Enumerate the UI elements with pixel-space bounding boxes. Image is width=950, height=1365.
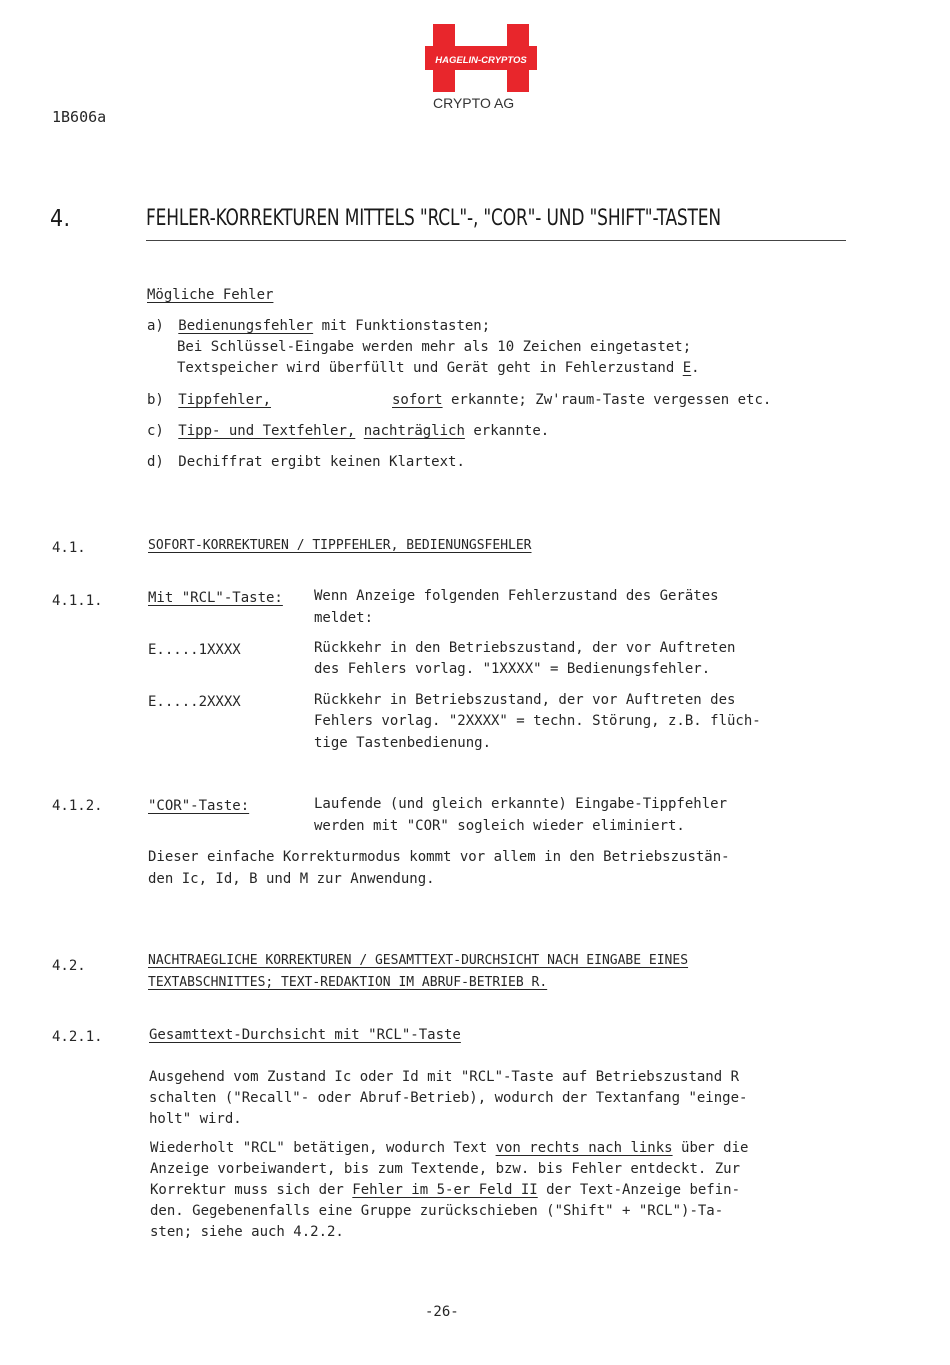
section-title-4-2-1: Gesamttext-Durchsicht mit "RCL"-Taste	[149, 1027, 461, 1043]
paragraph-4-1-2-line1: Dieser einfache Korrekturmodus kommt vor allem in den Betriebszustän-	[148, 849, 730, 865]
paragraph-4-2-1b-line1	[150, 1138, 748, 1159]
paragraph-4-2-1a-line1: Ausgehend vom Zustand Ic oder Id mit "RCL"-Taste auf Betriebszustand R	[149, 1069, 740, 1085]
subheading-moegliche-fehler: Mögliche Fehler	[147, 287, 274, 303]
list-item-a-line2: Bei Schlüssel-Eingabe werden mehr als 10 Zeichen eingetastet;	[177, 339, 692, 355]
list-text: .	[691, 360, 700, 376]
section-title-4-2-line1: NACHTRAEGLICHE KORREKTUREN / GESAMTTEXT-DURCHSICHT NACH EINGABE EINES	[148, 953, 689, 968]
section-number-4-1-2: 4.1.2.	[52, 798, 103, 814]
logo-text: HAGELIN-CRYPTOS	[435, 55, 527, 66]
text-4-1-2-line1: Laufende (und gleich erkannte) Eingabe-Tippfehler	[314, 796, 728, 812]
company-logo	[425, 24, 537, 92]
error-code-2-line3: tige Tastenbedienung.	[314, 735, 492, 751]
text-run: über die	[672, 1140, 749, 1156]
list-item-b-rest	[392, 390, 771, 411]
section-number-4-1-1: 4.1.1.	[52, 593, 103, 609]
paragraph-4-2-1b-line3	[150, 1180, 740, 1201]
term-bedienungsfehler: Bedienungsfehler	[178, 318, 314, 334]
paragraph-4-2-1a-line3: holt" wird.	[149, 1111, 242, 1127]
section-title-4-1: SOFORT-KORREKTUREN / TIPPFEHLER, BEDIENUNGSFEHLER	[148, 538, 532, 553]
text-run: Korrektur muss sich der	[150, 1182, 353, 1198]
list-text: Dechiffrat ergibt keinen Klartext.	[178, 454, 465, 470]
paragraph-4-1-2-line2: den Ic, Id, B und M zur Anwendung.	[148, 871, 435, 887]
section-title-4-2-line2: TEXTABSCHNITTES; TEXT-REDAKTION IM ABRUF-BETRIEB R.	[148, 975, 548, 990]
text-4-1-2-line2: werden mit "COR" sogleich wieder eliminiert.	[314, 818, 685, 834]
page-number: -26-	[425, 1304, 459, 1320]
company-name: CRYPTO AG	[433, 95, 515, 111]
list-label: b)	[147, 392, 164, 408]
error-code-1-line2: des Fehlers vorlag. "1XXXX" = Bedienungsfehler.	[314, 661, 711, 677]
list-item-c	[147, 421, 549, 442]
paragraph-4-2-1b-line2: Anzeige vorbeiwandert, bis zum Textende, bzw. bis Fehler entdeckt. Zur	[150, 1161, 741, 1177]
hagelin-cross-icon	[425, 24, 537, 92]
section-title: FEHLER-KORREKTUREN MITTELS "RCL"-, "COR"- UND "SHIFT"-TASTEN	[146, 206, 721, 231]
list-item-d	[147, 452, 465, 473]
list-text: erkannte.	[464, 423, 550, 439]
paragraph-4-2-1b-line5: sten; siehe auch 4.2.2.	[150, 1224, 344, 1240]
error-code-1: E.....1XXXX	[148, 642, 241, 658]
list-item-a	[147, 316, 490, 337]
error-state-e: E	[682, 360, 692, 376]
error-code-1-line1: Rückkehr in den Betriebszustand, der vor Auftreten	[314, 640, 736, 656]
list-item-a-line3	[177, 358, 700, 379]
section-number-4-2-1: 4.2.1.	[52, 1029, 103, 1045]
paragraph-4-2-1a-line2: schalten ("Recall"- oder Abruf-Betrieb), wodurch der Textanfang "einge-	[149, 1090, 748, 1106]
section-number: 4.	[50, 206, 71, 232]
section-number-4-2: 4.2.	[52, 958, 86, 974]
list-item-b	[147, 390, 271, 411]
text-4-1-1-line2: meldet:	[314, 610, 374, 626]
paragraph-4-2-1b-line4: den. Gegebenenfalls eine Gruppe zurückschieben ("Shift" + "RCL")-Ta-	[150, 1203, 724, 1219]
text-run: der Text-Anzeige befin-	[537, 1182, 741, 1198]
list-label: d)	[147, 454, 164, 470]
error-code-2-line1: Rückkehr in Betriebszustand, der vor Auftreten des	[314, 692, 736, 708]
list-label: c)	[147, 423, 164, 439]
list-text: erkannte; Zw'raum-Taste vergessen etc.	[442, 392, 772, 408]
text-4-1-1-line1: Wenn Anzeige folgenden Fehlerzustand des Gerätes	[314, 588, 719, 604]
text-run: Wiederholt "RCL" betätigen, wodurch Text	[150, 1140, 496, 1156]
term-tippfehler: Tippfehler,	[178, 392, 272, 408]
term-nachtraeglich: nachträglich	[363, 423, 465, 439]
emphasis-fehler-feld-ii: Fehler im 5-er Feld II	[352, 1182, 538, 1198]
label-rcl-taste: Mit "RCL"-Taste:	[148, 590, 283, 606]
list-text: mit Funktionstasten;	[313, 318, 491, 334]
emphasis-von-rechts-nach-links: von rechts nach links	[495, 1140, 673, 1156]
list-label: a)	[147, 318, 164, 334]
error-code-2-line2: Fehlers vorlag. "2XXXX" = techn. Störung, z.B. flüch-	[314, 713, 761, 729]
section-number-4-1: 4.1.	[52, 540, 86, 556]
document-id: 1B606a	[52, 108, 107, 126]
list-text: Textspeicher wird überfüllt und Gerät geht in Fehlerzustand	[177, 360, 683, 376]
error-code-2: E.....2XXXX	[148, 694, 241, 710]
section-title-underline	[146, 240, 846, 241]
term-tipp-textfehler: Tipp- und Textfehler,	[178, 423, 356, 439]
term-sofort: sofort	[392, 392, 443, 408]
label-cor-taste: "COR"-Taste:	[148, 798, 250, 814]
